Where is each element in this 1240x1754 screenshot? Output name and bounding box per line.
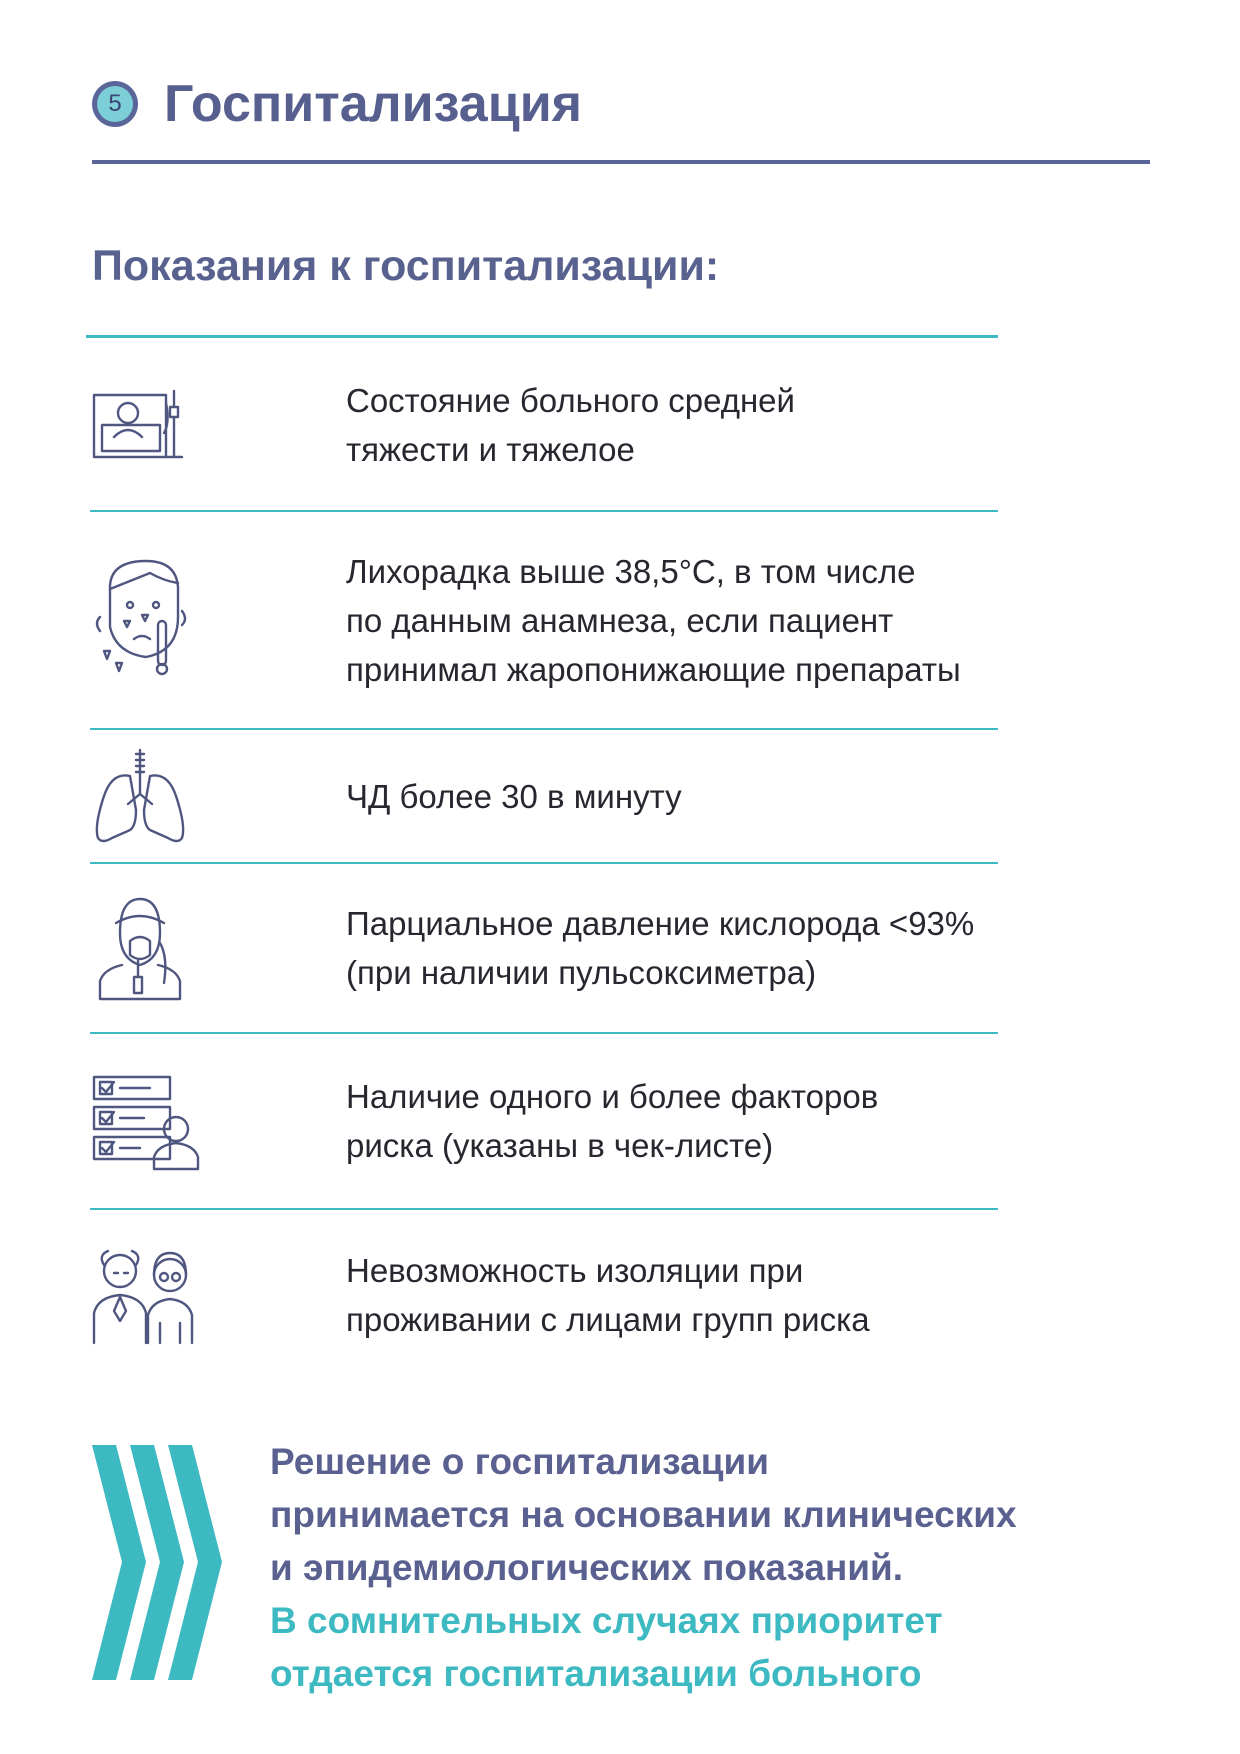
indication-item-severity — [90, 340, 998, 512]
section-title: Госпитализация — [164, 75, 583, 133]
heading-divider — [86, 335, 998, 338]
section-number: 5 — [97, 86, 133, 122]
header-divider — [92, 160, 1150, 164]
indications-heading: Показания к госпитализации: — [92, 242, 720, 290]
indication-text: ЧД более 30 в минуту — [346, 777, 682, 815]
oxygen-mask-icon — [90, 893, 240, 1003]
section-header — [92, 74, 582, 134]
indication-text: Парциальное давление кислорода <93% (при наличии пульсоксиметра) — [346, 905, 975, 991]
fever-face-icon — [90, 555, 240, 685]
indication-item-isolation — [90, 1210, 998, 1380]
indication-item-risk-factors — [90, 1034, 998, 1210]
conclusion-highlight-text: В сомнительных случаях приоритет отдается госпитализации больного — [270, 1600, 943, 1694]
indication-text: Невозможность изоляции при проживании с лицами групп риска — [346, 1252, 870, 1338]
checklist-icon — [90, 1071, 240, 1171]
section-number-badge — [92, 81, 138, 127]
indication-text: Наличие одного и более факторов риска (указаны в чек-листе) — [346, 1078, 879, 1164]
indication-item-oxygen — [90, 864, 998, 1034]
hospital-bed-icon — [90, 385, 240, 465]
elderly-couple-icon — [90, 1245, 240, 1345]
lungs-icon — [90, 746, 240, 846]
indication-item-fever — [90, 512, 998, 730]
chevron-arrows-icon — [92, 1445, 222, 1685]
conclusion-block — [270, 1435, 1017, 1700]
conclusion-main-text: Решение о госпитализации принимается на основании клинических и эпидемиологических показаний. — [270, 1441, 1017, 1588]
indication-text: Лихорадка выше 38,5°С, в том числе по данным анамнеза, если пациент принимал жаропонижающие препараты — [346, 552, 961, 688]
indication-text: Состояние больного средней тяжести и тяжелое — [346, 382, 795, 468]
indication-item-respiratory-rate — [90, 730, 998, 864]
